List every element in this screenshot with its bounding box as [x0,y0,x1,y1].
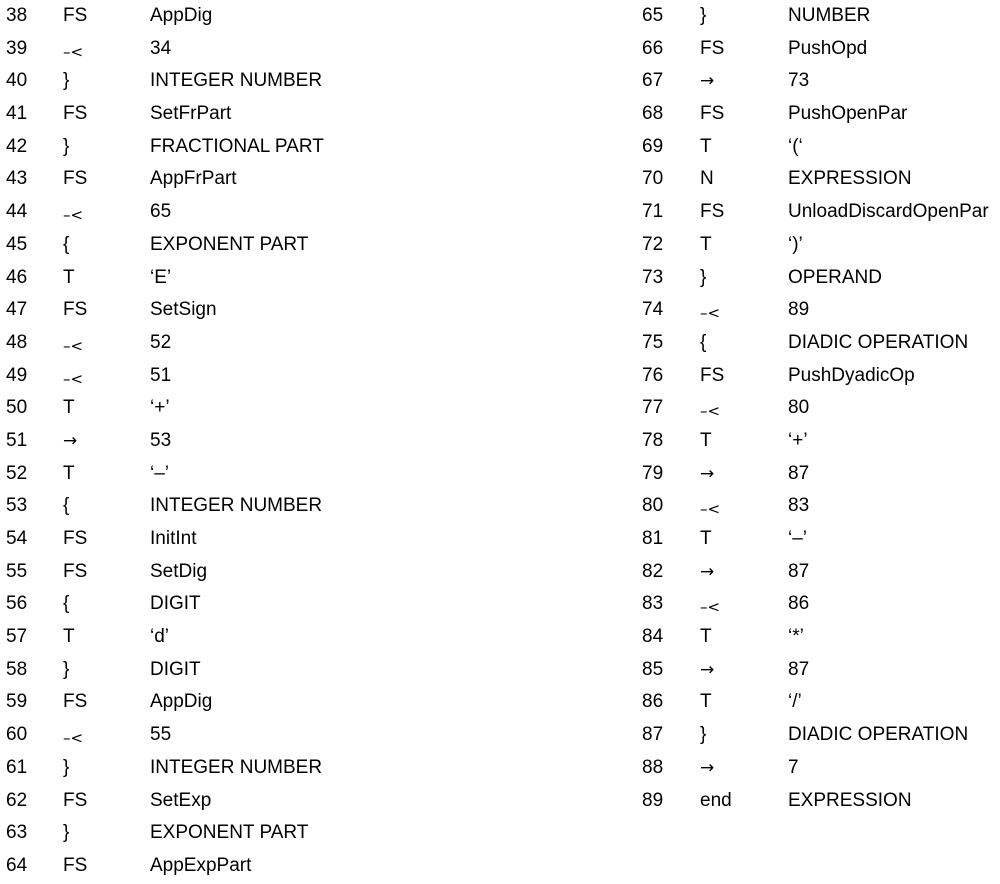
operand: DIGIT [150,593,201,615]
operand: EXPONENT PART [150,233,309,255]
line-number: 57 [6,626,28,648]
instruction-row [0,458,600,491]
opcode: { [63,593,70,615]
line-number: 42 [6,135,28,157]
operand: INTEGER NUMBER [150,495,323,517]
opcode: } [63,70,70,92]
line-number: 61 [6,756,28,778]
line-number: 50 [6,397,28,419]
operand: InitInt [150,528,197,549]
operand: DIADIC OPERATION [788,724,969,746]
instruction-row [642,131,1000,164]
line-number: 89 [642,789,664,811]
opcode: –< [700,500,721,519]
instruction-row [642,556,1000,589]
line-number: 75 [642,331,664,353]
operand: AppDig [150,691,213,713]
opcode: } [63,658,70,680]
instruction-row [0,98,600,131]
operand: 87 [788,658,810,680]
operand: 86 [788,593,810,615]
opcode: → [700,71,715,92]
instruction-row [0,425,600,458]
line-number: 44 [6,201,28,223]
opcode: FS [63,103,88,125]
instruction-row [0,556,600,589]
operand: DIADIC OPERATION [788,331,969,353]
line-number: 43 [6,168,28,190]
opcode: FS [63,528,88,549]
operand: AppExpPart [150,854,252,876]
line-number: 86 [642,691,664,713]
instruction-row [642,425,1000,458]
line-number: 62 [6,789,28,811]
opcode: T [700,135,712,157]
opcode: T [700,429,712,451]
line-number: 40 [6,70,28,92]
operand: PushOpd [788,37,868,59]
opcode: –< [700,598,721,617]
line-number: 59 [6,691,28,713]
line-number: 85 [642,658,664,680]
instruction-row [642,229,1000,262]
instruction-row [0,229,600,262]
line-number: 87 [642,724,664,746]
operand: 83 [788,495,810,517]
instruction-row [0,294,600,327]
operand: 87 [788,462,810,484]
opcode: } [63,756,70,778]
instruction-row [642,327,1000,360]
instruction-row [0,392,600,425]
opcode: –< [700,402,721,421]
opcode: FS [63,854,88,876]
operand: 55 [150,724,172,746]
opcode: –< [63,206,84,225]
opcode: end [700,789,732,811]
instruction-row [0,196,600,229]
opcode: FS [700,201,725,223]
line-number: 54 [6,528,28,549]
operand: 80 [788,397,810,419]
operand: SetExp [150,789,212,811]
operand: 89 [788,299,810,321]
instruction-row [0,33,600,66]
operand: EXPRESSION [788,789,912,811]
instruction-row [642,294,1000,327]
opcode: FS [63,691,88,713]
right-instruction-column [642,0,1000,817]
instruction-row [642,752,1000,785]
line-number: 78 [642,429,664,451]
instruction-row [0,523,600,556]
line-number: 51 [6,429,28,451]
opcode: FS [63,789,88,811]
operand: 53 [150,429,172,451]
opcode: FS [700,103,725,125]
line-number: 60 [6,724,28,746]
line-number: 65 [642,5,664,26]
line-number: 88 [642,756,664,778]
operand: ‘(‘ [788,135,803,157]
opcode: T [700,691,712,713]
instruction-row [642,490,1000,523]
opcode: T [700,626,712,648]
operand: ‘*’ [788,626,804,648]
instruction-row [0,817,600,850]
operand: 34 [150,37,172,59]
instruction-row [0,752,600,785]
opcode: → [700,757,715,778]
instruction-row [0,621,600,654]
opcode: } [700,724,707,746]
operand: INTEGER NUMBER [150,756,323,778]
instruction-row [642,719,1000,752]
operand: PushDyadicOp [788,364,915,386]
operand: ‘E’ [150,266,172,288]
instruction-row [642,654,1000,687]
instruction-row [642,621,1000,654]
line-number: 64 [6,854,28,876]
operand: FRACTIONAL PART [150,135,324,157]
instruction-row [642,33,1000,66]
line-number: 38 [6,5,28,26]
operand: 87 [788,560,810,582]
opcode: T [700,528,712,549]
operand: UnloadDiscardOpenPar [788,201,989,223]
instruction-row [642,360,1000,393]
opcode: T [700,233,712,255]
opcode: → [700,659,715,680]
opcode: } [63,822,70,844]
instruction-row [0,686,600,719]
line-number: 52 [6,462,28,484]
instruction-row [642,785,1000,818]
instruction-row [0,719,600,752]
opcode: FS [63,168,88,190]
line-number: 80 [642,495,664,517]
opcode: FS [63,5,88,26]
line-number: 71 [642,201,664,223]
operand: ‘)’ [788,233,803,255]
instruction-row [642,458,1000,491]
instruction-row [642,392,1000,425]
line-number: 63 [6,822,28,844]
instruction-row [0,65,600,98]
line-number: 66 [642,37,664,59]
line-number: 76 [642,364,664,386]
opcode: { [63,233,70,255]
opcode: { [700,331,707,353]
line-number: 49 [6,364,28,386]
instruction-row [642,196,1000,229]
operand: ‘/’ [788,691,802,713]
line-number: 69 [642,135,664,157]
operand: OPERAND [788,266,882,288]
line-number: 53 [6,495,28,517]
operand: ‘d’ [150,626,170,648]
operand: 52 [150,331,172,353]
operand: ‘–’ [150,462,170,484]
opcode: –< [63,42,84,61]
opcode: FS [63,560,88,582]
opcode: } [63,135,70,157]
operand: 73 [788,70,810,92]
instruction-row [642,163,1000,196]
operand: 7 [788,756,799,778]
opcode: T [63,626,75,648]
line-number: 67 [642,70,664,92]
instruction-row [642,523,1000,556]
line-number: 84 [642,626,664,648]
operand: INTEGER NUMBER [150,70,323,92]
instruction-row [642,686,1000,719]
instruction-row [0,327,600,360]
instruction-row [642,262,1000,295]
line-number: 82 [642,560,664,582]
opcode: FS [700,364,725,386]
line-number: 72 [642,233,664,255]
opcode: FS [63,299,88,321]
line-number: 70 [642,168,664,190]
line-number: 55 [6,560,28,582]
opcode: –< [63,369,84,388]
opcode: → [700,463,715,484]
operand: SetDig [150,560,208,582]
instruction-row [0,163,600,196]
line-number: 58 [6,658,28,680]
instruction-row [642,588,1000,621]
operand: DIGIT [150,658,201,680]
instruction-row [0,654,600,687]
operand: EXPONENT PART [150,822,309,844]
line-number: 73 [642,266,664,288]
operand: SetSign [150,299,217,321]
operand: AppDig [150,5,213,26]
opcode: –< [63,336,84,355]
opcode: –< [63,729,84,748]
operand: NUMBER [788,5,871,26]
instruction-row [0,850,600,883]
operand: EXPRESSION [788,168,912,190]
opcode: } [700,5,707,26]
instruction-row [0,0,600,33]
line-number: 47 [6,299,28,321]
opcode: T [63,266,75,288]
line-number: 41 [6,103,28,125]
opcode: T [63,397,75,419]
line-number: 79 [642,462,664,484]
line-number: 48 [6,331,28,353]
line-number: 45 [6,233,28,255]
line-number: 39 [6,37,28,59]
line-number: 74 [642,299,664,321]
instruction-row [0,588,600,621]
opcode: → [700,561,715,582]
line-number: 83 [642,593,664,615]
opcode: → [63,430,78,451]
operand: 65 [150,201,172,223]
instruction-row [0,785,600,818]
opcode: N [700,168,714,190]
opcode: } [700,266,707,288]
opcode: FS [700,37,725,59]
instruction-row [642,0,1000,33]
instruction-row [642,98,1000,131]
opcode: T [63,462,75,484]
instruction-row [0,360,600,393]
instruction-row [0,262,600,295]
operand: AppFrPart [150,168,237,190]
operand: ‘+’ [788,429,808,451]
line-number: 81 [642,528,664,549]
operand: ‘+’ [150,397,170,419]
instruction-row [642,65,1000,98]
instruction-row [0,490,600,523]
line-number: 68 [642,103,664,125]
opcode: –< [700,304,721,323]
operand: 51 [150,364,172,386]
operand: PushOpenPar [788,103,908,125]
instruction-row [0,131,600,164]
operand: ‘–’ [788,528,808,549]
opcode: { [63,495,70,517]
operand: SetFrPart [150,103,232,125]
line-number: 56 [6,593,28,615]
line-number: 77 [642,397,664,419]
line-number: 46 [6,266,28,288]
